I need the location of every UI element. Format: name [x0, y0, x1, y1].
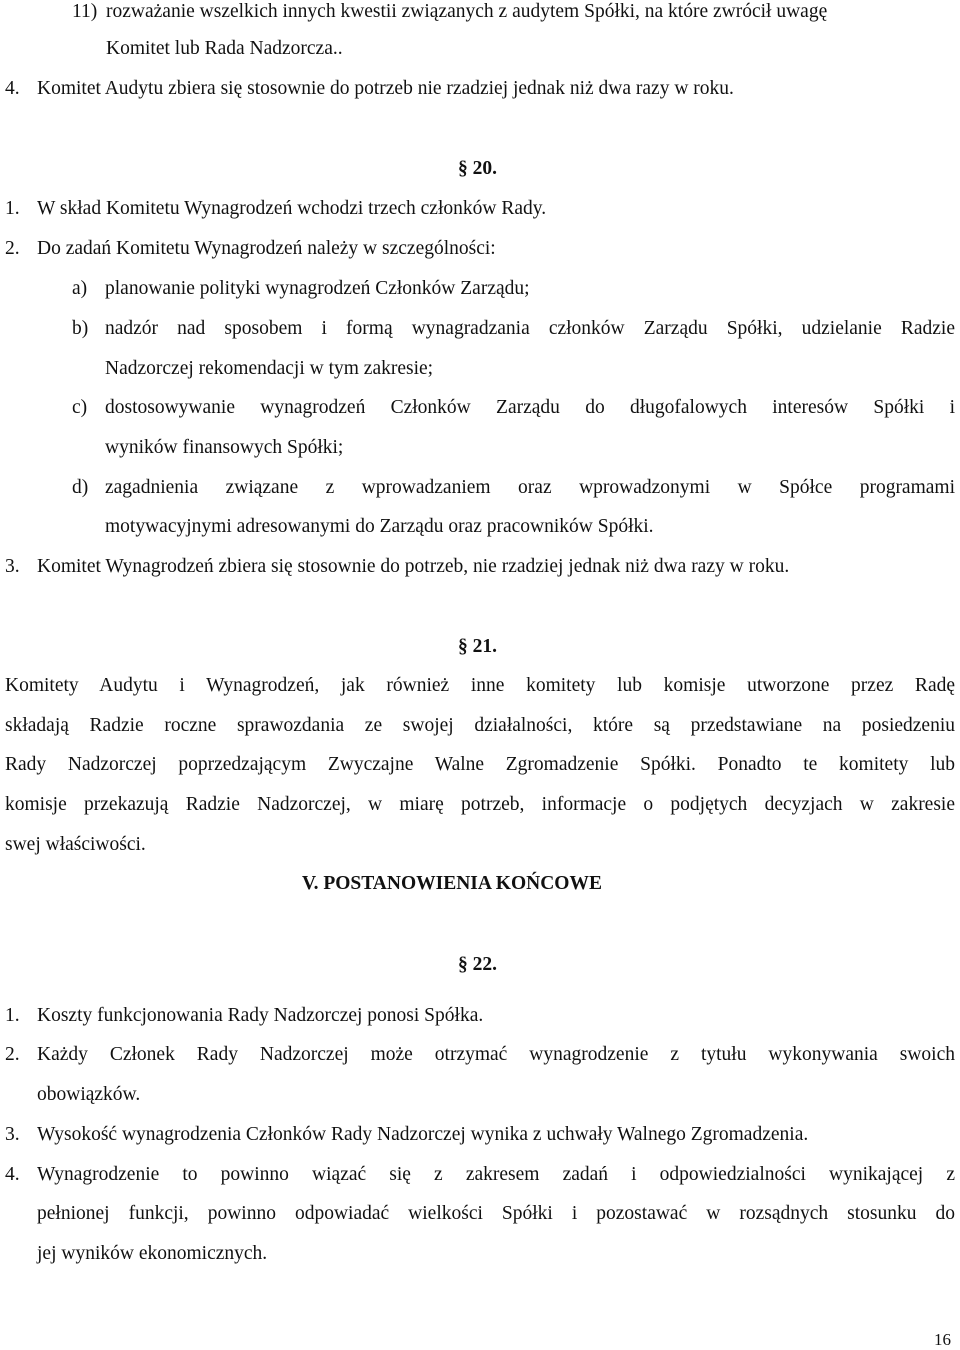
- list-item-number: 2.: [5, 1044, 20, 1065]
- paragraph-line: Komitet Audytu zbiera się stosownie do potrzeb nie rzadziej jednak niż dwa razy w roku.: [37, 78, 734, 99]
- paragraph-line: jej wyników ekonomicznych.: [37, 1243, 268, 1264]
- paragraph-line: nadzór nad sposobem i formą wynagradzania członków Zarządu Spółki, udzielanie Radzie: [105, 318, 955, 339]
- list-item-number: 4.: [5, 1164, 20, 1185]
- paragraph-line: motywacyjnymi adresowanymi do Zarządu oraz pracowników Spółki.: [105, 516, 654, 537]
- paragraph-line: pełnionej funkcji, powinno odpowiadać wielkości Spółki i pozostawać w rozsądnych stosunku do: [37, 1203, 955, 1224]
- list-item-number: 4.: [5, 78, 20, 99]
- paragraph-line: Komitety Audytu i Wynagrodzeń, jak również inne komitety lub komisje utworzone przez Radę: [5, 675, 955, 696]
- paragraph-line: komisje przekazują Radzie Nadzorczej, w miarę potrzeb, informacje o podjętych decyzjach w zakresie: [5, 794, 955, 815]
- page-number: 16: [934, 1330, 951, 1349]
- paragraph-line: Komitet lub Rada Nadzorcza..: [106, 38, 343, 59]
- section-heading: § 20.: [458, 158, 497, 179]
- section-heading: § 22.: [458, 954, 497, 975]
- paragraph-line: zagadnienia związane z wprowadzaniem oraz wprowadzonymi w Spółce programami: [105, 477, 955, 498]
- paragraph-line: Komitet Wynagrodzeń zbiera się stosownie do potrzeb, nie rzadziej jednak niż dwa razy w roku.: [37, 556, 790, 577]
- paragraph-line: planowanie polityki wynagrodzeń Członków Zarządu;: [105, 278, 530, 299]
- paragraph-line: rozważanie wszelkich innych kwestii związanych z audytem Spółki, na które zwrócił uwagę: [106, 1, 828, 22]
- paragraph-line: Wynagrodzenie to powinno wiązać się z zakresem zadań i odpowiedzialności wynikającej z: [37, 1164, 955, 1185]
- paragraph-line: dostosowywanie wynagrodzeń Członków Zarządu do długofalowych interesów Spółki i: [105, 397, 955, 418]
- list-item-number: 3.: [5, 556, 20, 577]
- paragraph-line: Nadzorczej rekomendacji w tym zakresie;: [105, 358, 434, 379]
- paragraph-line: swej właściwości.: [5, 834, 146, 855]
- list-item-number: 11): [72, 1, 98, 22]
- paragraph-line: obowiązków.: [37, 1084, 141, 1105]
- list-item-number: 1.: [5, 1005, 20, 1026]
- paragraph-line: Każdy Członek Rady Nadzorczej może otrzymać wynagrodzenie z tytułu wykonywania swoich: [37, 1044, 955, 1065]
- list-item-letter: a): [72, 278, 88, 299]
- paragraph-line: Wysokość wynagrodzenia Członków Rady Nadzorczej wynika z uchwały Walnego Zgromadzenia.: [37, 1124, 809, 1145]
- list-item-letter: c): [72, 397, 88, 418]
- chapter-heading: V. POSTANOWIENIA KOŃCOWE: [302, 873, 602, 894]
- paragraph-line: Do zadań Komitetu Wynagrodzeń należy w szczególności:: [37, 238, 496, 259]
- list-item-letter: d): [72, 477, 89, 498]
- paragraph-line: składają Radzie roczne sprawozdania ze swojej działalności, które są przedstawiane na posiedzeniu: [5, 715, 955, 736]
- section-heading: § 21.: [458, 636, 497, 657]
- paragraph-line: Koszty funkcjonowania Rady Nadzorczej ponosi Spółka.: [37, 1005, 484, 1026]
- list-item-number: 3.: [5, 1124, 20, 1145]
- paragraph-line: W skład Komitetu Wynagrodzeń wchodzi trzech członków Rady.: [37, 198, 547, 219]
- list-item-number: 1.: [5, 198, 20, 219]
- paragraph-line: Rady Nadzorczej poprzedzającym Zwyczajne Walne Zgromadzenie Spółki. Ponadto te komitety lub: [5, 754, 955, 775]
- list-item-letter: b): [72, 318, 89, 339]
- list-item-number: 2.: [5, 238, 20, 259]
- paragraph-line: wyników finansowych Spółki;: [105, 437, 344, 458]
